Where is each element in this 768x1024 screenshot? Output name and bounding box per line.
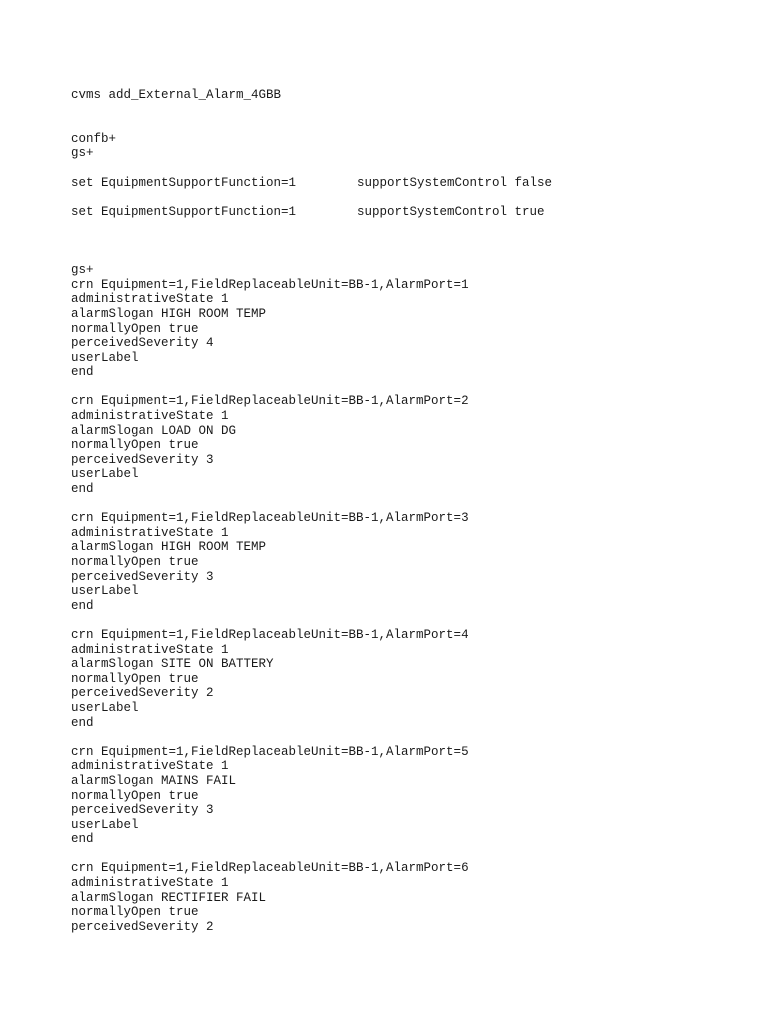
confb-line: confb+: [71, 131, 117, 146]
alarm-slogan-line: alarmSlogan LOAD ON DG: [71, 423, 237, 438]
user-label-line: userLabel: [71, 584, 139, 599]
crn-line: crn Equipment=1,FieldReplaceableUnit=BB-1,AlarmPort=3: [71, 511, 469, 526]
document-page: [71, 88, 751, 934]
normally-open-line: normallyOpen true: [71, 555, 199, 570]
gs-line: gs+: [71, 146, 94, 161]
alarm-port-block: [71, 861, 751, 934]
alarm-port-block: [71, 745, 751, 847]
normally-open-line: normallyOpen true: [71, 671, 199, 686]
severity-line: perceivedSeverity 3: [71, 452, 214, 467]
alarm-port-block: [71, 511, 751, 613]
admin-state-line: administrativeState 1: [71, 876, 229, 891]
user-label-line: userLabel: [71, 467, 139, 482]
alarm-slogan-line: alarmSlogan MAINS FAIL: [71, 773, 237, 788]
set-command-value: supportSystemControl false: [357, 175, 553, 190]
alarm-port-block: [71, 278, 751, 380]
severity-line: perceivedSeverity 3: [71, 803, 214, 818]
crn-line: crn Equipment=1,FieldReplaceableUnit=BB-1,AlarmPort=5: [71, 744, 469, 759]
crn-line: crn Equipment=1,FieldReplaceableUnit=BB-1,AlarmPort=1: [71, 277, 469, 292]
command-header: cvms add_External_Alarm_4GBB: [71, 88, 282, 102]
end-line: end: [71, 482, 94, 497]
user-label-line: userLabel: [71, 350, 139, 365]
set-command-target: set EquipmentSupportFunction=1: [71, 175, 297, 190]
end-line: end: [71, 598, 94, 613]
set-command-value: supportSystemControl true: [357, 204, 545, 219]
crn-line: crn Equipment=1,FieldReplaceableUnit=BB-1,AlarmPort=4: [71, 627, 469, 642]
alarm-slogan-line: alarmSlogan HIGH ROOM TEMP: [71, 306, 267, 321]
severity-line: perceivedSeverity 2: [71, 686, 214, 701]
normally-open-line: normallyOpen true: [71, 321, 199, 336]
alarm-slogan-line: alarmSlogan HIGH ROOM TEMP: [71, 540, 267, 555]
admin-state-line: administrativeState 1: [71, 525, 229, 540]
severity-line: perceivedSeverity 2: [71, 919, 214, 934]
alarm-port-block: [71, 394, 751, 496]
severity-line: perceivedSeverity 3: [71, 569, 214, 584]
crn-line: crn Equipment=1,FieldReplaceableUnit=BB-1,AlarmPort=2: [71, 394, 469, 409]
set-command-row: [71, 176, 751, 191]
admin-state-line: administrativeState 1: [71, 409, 229, 424]
crn-line: crn Equipment=1,FieldReplaceableUnit=BB-1,AlarmPort=6: [71, 861, 469, 876]
admin-state-line: administrativeState 1: [71, 759, 229, 774]
end-line: end: [71, 715, 94, 730]
alarm-slogan-line: alarmSlogan SITE ON BATTERY: [71, 657, 274, 672]
gs-line: gs+: [71, 263, 94, 278]
alarm-port-block: [71, 628, 751, 730]
set-command-row: [71, 205, 751, 220]
user-label-line: userLabel: [71, 817, 139, 832]
normally-open-line: normallyOpen true: [71, 788, 199, 803]
normally-open-line: normallyOpen true: [71, 905, 199, 920]
admin-state-line: administrativeState 1: [71, 642, 229, 657]
end-line: end: [71, 832, 94, 847]
admin-state-line: administrativeState 1: [71, 292, 229, 307]
severity-line: perceivedSeverity 4: [71, 336, 214, 351]
set-command-target: set EquipmentSupportFunction=1: [71, 204, 297, 219]
end-line: end: [71, 365, 94, 380]
user-label-line: userLabel: [71, 700, 139, 715]
alarm-slogan-line: alarmSlogan RECTIFIER FAIL: [71, 890, 267, 905]
normally-open-line: normallyOpen true: [71, 438, 199, 453]
